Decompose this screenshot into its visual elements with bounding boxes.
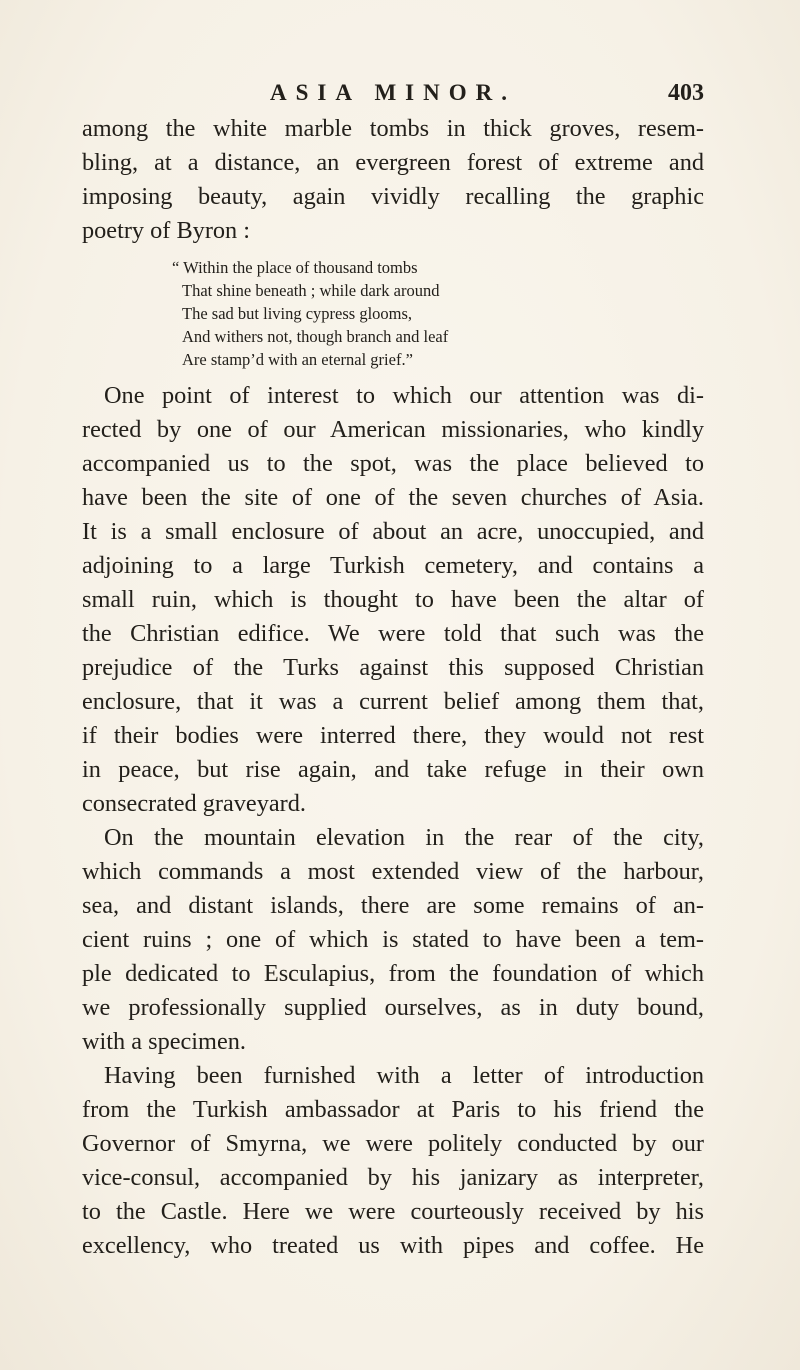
text-line: It is a small enclosure of about an acre, unoccupied, and	[82, 518, 704, 545]
poem-line: Are stamp’d with an eternal grief.”	[182, 350, 413, 369]
text-line: rected by one of our American missionaries, who kindly	[82, 416, 704, 443]
text-line: from the Turkish ambassador at Paris to his friend the	[82, 1096, 704, 1123]
poem-line: That shine beneath ; while dark around	[182, 281, 440, 300]
text-line: accompanied us to the spot, was the place believed to	[82, 450, 704, 477]
text-line: ple dedicated to Esculapius, from the foundation of which	[82, 960, 704, 987]
text-line: among the white marble tombs in thick groves, resem-	[82, 115, 704, 142]
page-number: 403	[668, 80, 704, 106]
text-line: small ruin, which is thought to have been the altar of	[82, 586, 704, 613]
paragraph-start-line: One point of interest to which our attention was di-	[104, 382, 704, 409]
text-line: vice-consul, accompanied by his janizary as interpreter,	[82, 1164, 704, 1191]
paragraph-start-line: Having been furnished with a letter of introduction	[104, 1062, 704, 1089]
text-line: to the Castle. Here we were courteously received by his	[82, 1198, 704, 1225]
text-line: adjoining to a large Turkish cemetery, and contains a	[82, 552, 704, 579]
text-line: prejudice of the Turks against this supposed Christian	[82, 654, 704, 681]
text-line: in peace, but rise again, and take refuge in their own	[82, 756, 704, 783]
text-line: poetry of Byron :	[82, 217, 251, 244]
page-header	[82, 80, 704, 110]
text-line: sea, and distant islands, there are some remains of an-	[82, 892, 704, 919]
text-line: consecrated graveyard.	[82, 790, 306, 817]
text-line: excellency, who treated us with pipes and coffee. He	[82, 1232, 704, 1259]
running-head: ASIA MINOR.	[270, 80, 516, 105]
text-line: cient ruins ; one of which is stated to have been a tem-	[82, 926, 704, 953]
poem-line: “ Within the place of thousand tombs	[172, 258, 418, 277]
paragraph-start-line: On the mountain elevation in the rear of the city,	[104, 824, 704, 851]
text-line: Governor of Smyrna, we were politely conducted by our	[82, 1130, 704, 1157]
text-line: bling, at a distance, an evergreen forest of extreme and	[82, 149, 704, 176]
text-line: imposing beauty, again vividly recalling the graphic	[82, 183, 704, 210]
text-line: enclosure, that it was a current belief among them that,	[82, 688, 704, 715]
text-line: we professionally supplied ourselves, as in duty bound,	[82, 994, 704, 1021]
body-text	[82, 112, 704, 1263]
text-line: the Christian edifice. We were told that such was the	[82, 620, 704, 647]
text-line: with a specimen.	[82, 1028, 246, 1055]
poem-quotation	[172, 256, 704, 371]
text-line: if their bodies were interred there, they would not rest	[82, 722, 704, 749]
text-line: which commands a most extended view of the harbour,	[82, 858, 704, 885]
poem-line: And withers not, though branch and leaf	[182, 327, 449, 346]
poem-line: The sad but living cypress glooms,	[182, 304, 413, 323]
text-line: have been the site of one of the seven churches of Asia.	[82, 484, 704, 511]
